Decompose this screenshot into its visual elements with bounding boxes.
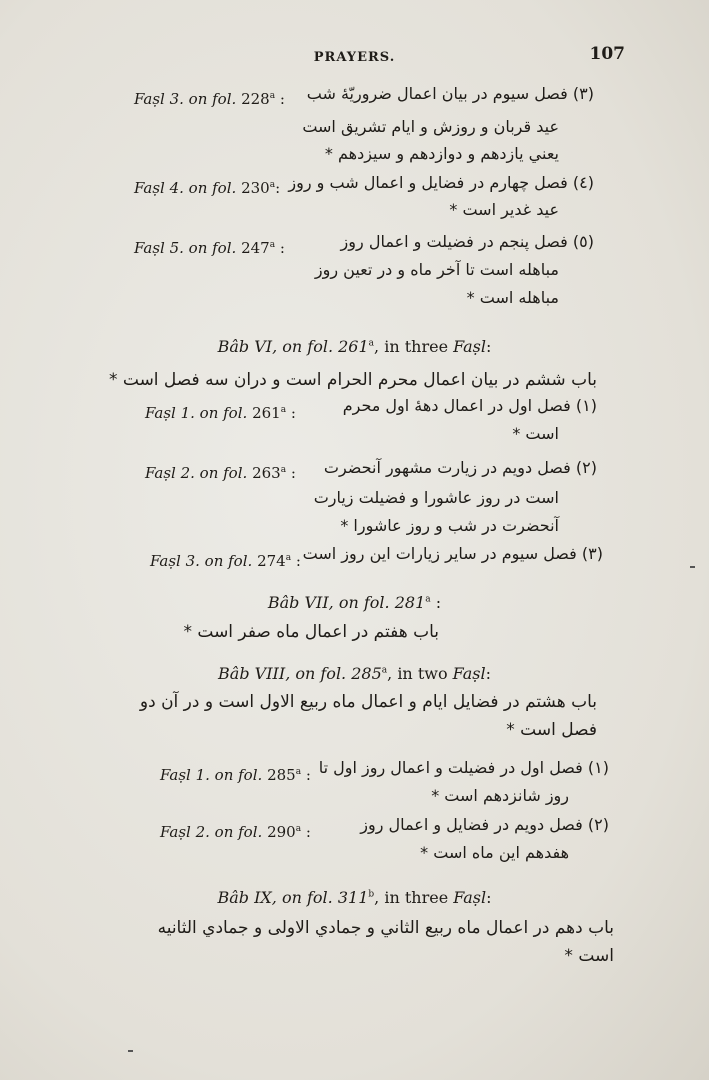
bab-9-arabic-line-2: است * bbox=[564, 946, 614, 966]
bab-8-heading: Bâb VIII, on fol. 285$^a$, in two Faṣl: bbox=[218, 664, 491, 683]
bab-6-fasl-1-arabic-line-1: (١) فصل اول در اعمال دههٔ اول محرم bbox=[342, 396, 597, 415]
bab-9-arabic-line-1: باب دهم در اعمال ماه ربيع الثاني و جمادي الاولی و جمادي الثانيه bbox=[157, 918, 614, 938]
print-speck bbox=[128, 1050, 133, 1052]
running-title: PRAYERS. bbox=[313, 50, 396, 65]
bab-6-heading: Bâb VI, on fol. 261$^a$, in three Faṣl: bbox=[217, 337, 492, 356]
bab-7-arabic: باب هفتم در اعمال ماه صفر است * bbox=[183, 622, 439, 642]
fasl-4-label: Faṣl 4. on fol. 230$^a$: bbox=[134, 179, 281, 197]
fasl-5-arabic-line-3: مباهله است * bbox=[466, 288, 559, 307]
bab-8-arabic-line-2: فصل است * bbox=[506, 720, 597, 740]
bab-6-fasl-3-arabic-line-1: (٣) فصل سيوم در ساير زيارات اين روز است bbox=[302, 544, 603, 563]
bab-8-fasl-1-arabic-line-2: روز شانزدهم است * bbox=[431, 786, 569, 805]
bab-8-fasl-2-arabic-line-2: هفدهم اين ماه است * bbox=[420, 843, 569, 862]
bab-8-fasl-2-arabic-line-1: (٢) فصل دويم در فضايل و اعمال روز bbox=[360, 815, 609, 834]
fasl-4-arabic-line-2: عيد غدير است * bbox=[449, 200, 559, 219]
fasl-3-arabic-line-1: (٣) فصل سيوم در بيان اعمال ضروريّهٔ شب bbox=[306, 84, 594, 103]
bab-6-fasl-2-arabic-line-3: آنحضرت در شب و روز عاشورا * bbox=[340, 516, 559, 535]
bab-7-heading: Bâb VII, on fol. 281$^a$ : bbox=[267, 593, 442, 612]
fasl-3-label: Faṣl 3. on fol. 228$^a$ : bbox=[134, 90, 285, 108]
bab-6-fasl-2-arabic-line-1: (٢) فصل دويم در زيارت مشهور آنحضرت bbox=[323, 458, 597, 477]
print-speck bbox=[690, 566, 695, 568]
bab-8-fasl-2-label: Faṣl 2. on fol. 290$^a$ : bbox=[160, 823, 311, 841]
page-number: 107 bbox=[589, 44, 625, 64]
bab-6-fasl-1-arabic-line-2: است * bbox=[512, 424, 559, 443]
fasl-3-arabic-line-2: عيد قربان و روزش و ايام تشريق است bbox=[302, 117, 559, 136]
fasl-5-label: Faṣl 5. on fol. 247$^a$ : bbox=[134, 239, 285, 257]
bab-8-arabic-line-1: باب هشتم در فضايل ايام و اعمال ماه ربيع الاول است و در آن دو bbox=[139, 692, 597, 712]
fasl-5-arabic-line-2: مباهله است تا آخر ماه و در تعين روز bbox=[314, 260, 559, 279]
bab-6-arabic: باب ششم در بيان اعمال محرم الحرام است و دران سه فصل است * bbox=[108, 370, 597, 390]
bab-8-fasl-1-label: Faṣl 1. on fol. 285$^a$ : bbox=[160, 766, 311, 784]
fasl-3-arabic-line-3: يعني يازدهم و دوازدهم و سيزدهم * bbox=[324, 144, 559, 163]
bab-9-heading: Bâb IX, on fol. 311$^b$, in three Faṣl: bbox=[217, 888, 492, 907]
bab-6-fasl-1-label: Faṣl 1. on fol. 261$^a$ : bbox=[145, 404, 296, 422]
bab-6-fasl-3-label: Faṣl 3. on fol. 274$^a$ : bbox=[150, 552, 301, 570]
fasl-4-arabic-line-1: (٤) فصل چهارم در فضايل و اعمال شب و روز bbox=[288, 173, 594, 192]
bab-8-fasl-1-arabic-line-1: (١) فصل اول در فضيلت و اعمال روز اول تا bbox=[318, 758, 609, 777]
fasl-5-arabic-line-1: (٥) فصل پنجم در فضيلت و اعمال روز bbox=[340, 232, 594, 251]
bab-6-fasl-2-arabic-line-2: است در روز عاشورا و فضيلت زيارت bbox=[313, 488, 559, 507]
bab-6-fasl-2-label: Faṣl 2. on fol. 263$^a$ : bbox=[145, 464, 296, 482]
